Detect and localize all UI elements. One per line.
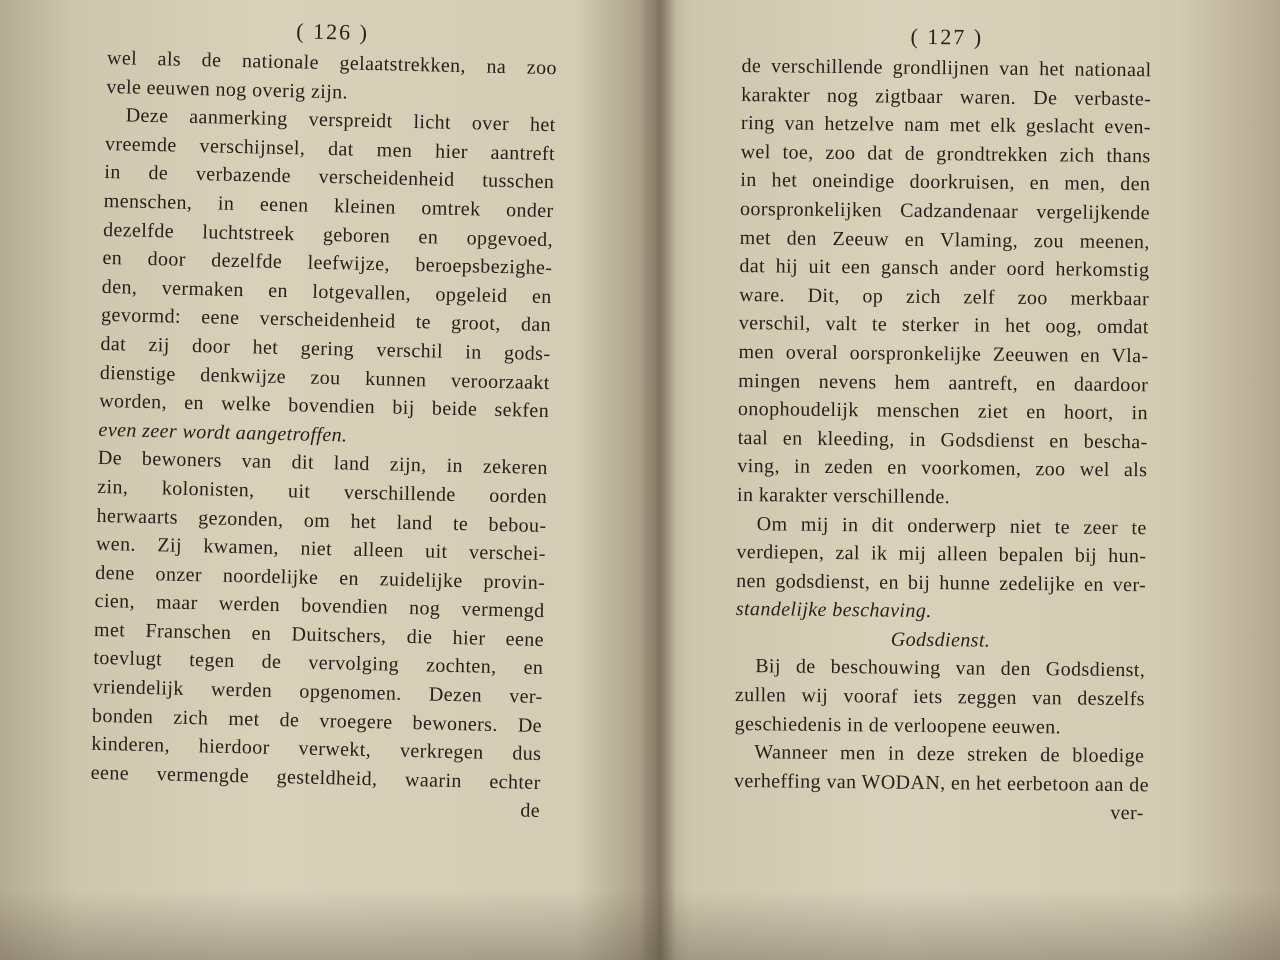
- left-line: gevormd: eene verscheidenheid te groot, dan: [100, 304, 552, 337]
- right-line: de verschillende grondlijnen van het nationaal: [741, 54, 1152, 82]
- right-line: geschiedenis in de verloopene eeuwen.: [734, 712, 1062, 739]
- right-line: nen godsdienst, en bij hunne zedelijke en ver-: [736, 569, 1147, 596]
- right-page-number: ( 127 ): [910, 23, 984, 50]
- left-line: dene onzer noordelijke en zuidelijke provin-: [95, 561, 546, 594]
- right-line: mingen nevens hem aantreft, en daardoor: [738, 369, 1149, 396]
- right-line: ving, in zeden en voorkomen, zoo wel als: [737, 455, 1148, 482]
- left-line: dat zij door het gering verschil in gods-: [100, 332, 551, 366]
- right-line: verschil, valt te sterker in het oog, omdat: [738, 312, 1149, 339]
- section-heading-godsdienst: Godsdienst.: [890, 628, 991, 652]
- left-line: De bewoners van dit land zijn, in zekeren: [97, 447, 549, 480]
- right-page: [734, 22, 1152, 828]
- right-line: met den Zeeuw en Vlaming, zou meenen,: [739, 226, 1150, 253]
- right-line: standelijke beschaving.: [735, 598, 932, 623]
- page-shadow: [0, 890, 1280, 960]
- left-line: eene vermengde gesteldheid, waarin echter: [90, 761, 541, 794]
- left-line: Deze aanmerking verspreidt licht over het: [125, 104, 556, 137]
- left-line: worden, en welke bovendien bij beide sekfen: [98, 390, 550, 423]
- left-line: vele eeuwen nog overig zijn.: [106, 75, 349, 104]
- left-line: bonden zich met de vroegere bewoners. De: [91, 704, 543, 737]
- right-line: verdiepen, zal ik mij alleen bepalen bij hun-: [736, 541, 1147, 568]
- left-line: en door dezelfde leefwijze, beroepsbezighe-: [102, 247, 553, 280]
- left-line: vriendelijk werden opgenomen. Dezen ver-: [92, 675, 543, 709]
- right-line: Bij de beschouwing van den Godsdienst,: [755, 655, 1146, 682]
- right-line: Om mij in dit onderwerp niet te zeer te: [756, 512, 1147, 539]
- left-page-number: ( 126 ): [296, 18, 370, 45]
- right-catchword: ver-: [1110, 802, 1144, 825]
- right-line: wel toe, zoo dat de grondtrekken zich thans: [740, 140, 1151, 168]
- left-line: even zeer wordt aangetroffen.: [98, 418, 348, 447]
- right-line: ring van hetzelve nam met elk geslacht even-: [740, 112, 1152, 139]
- right-line: oorspronkelijken Cadzandenaar vergelijkende: [739, 197, 1151, 225]
- left-line: menschen, in eenen kleinen omtrek onder: [103, 189, 554, 223]
- left-line: in de verbazende verscheidenheid tusschen: [104, 161, 555, 194]
- right-line: ware. Dit, op zich zelf zoo merkbaar: [739, 283, 1150, 311]
- left-line: wel als de nationale gelaatstrekken, na zoo: [106, 46, 558, 80]
- right-line: zullen wij vooraf iets zeggen van deszelfs: [734, 684, 1146, 711]
- left-line: cien, maar werden bovendien nog vermengd: [94, 590, 545, 623]
- right-line: verheffing van WODAN, en het eerbetoon aan de: [733, 769, 1150, 797]
- left-line: vreemde verschijnsel, dat men hier aantreft: [104, 132, 556, 165]
- left-line: wen. Zij kwamen, niet alleen uit verschei-: [95, 532, 547, 566]
- left-line: herwaarts gezonden, om het land te bebou-: [96, 504, 547, 537]
- left-line: met Franschen en Duitschers, die hier eene: [93, 618, 545, 651]
- right-line: taal en kleeding, in Godsdienst en bescha-: [737, 426, 1148, 453]
- left-line: dienstige denkwijze zou kunnen veroorzaakt: [99, 361, 550, 394]
- right-line: onophoudelijk menschen ziet en hoort, in: [737, 398, 1149, 425]
- right-line: men overal oorspronkelijke Zeeuwen en Vla-: [738, 340, 1149, 368]
- left-line: dezelfde luchtstreek geboren en opgevoed,: [102, 218, 554, 251]
- left-line: toevlugt tegen de vervolging zochten, en: [93, 647, 544, 680]
- book-gutter: [640, 0, 676, 960]
- right-line: in het oneindige doorkruisen, en men, den: [740, 169, 1151, 196]
- left-catchword: de: [520, 800, 541, 823]
- right-line: karakter nog zigtbaar waren. De verbaste-: [741, 83, 1152, 110]
- right-line: dat hij uit een gansch ander oord herkomstig: [739, 255, 1150, 282]
- left-page: [90, 14, 558, 826]
- left-line: den, vermaken en lotgevallen, opgeleid en: [101, 275, 552, 308]
- right-line: in karakter verschillende.: [736, 483, 951, 509]
- left-line: zin, kolonisten, uit verschillende oorden: [97, 475, 548, 508]
- right-line: Wanneer men in deze streken de bloedige: [754, 741, 1145, 768]
- left-line: kinderen, hierdoor verwekt, verkregen dus: [91, 733, 542, 766]
